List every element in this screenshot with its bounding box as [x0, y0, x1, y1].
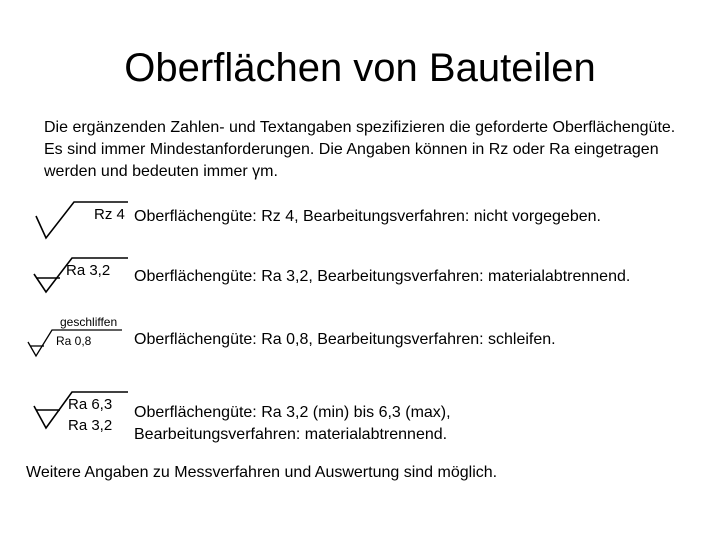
- row-3-description: Oberflächengüte: Ra 0,8, Bearbeitungsverfahren: schleifen.: [134, 331, 556, 348]
- row-2-description: Oberflächengüte: Ra 3,2, Bearbeitungsverfahren: materialabtrennend.: [134, 268, 631, 285]
- surface-symbol-rz4-icon: [28, 196, 132, 246]
- symbol-label-min: Ra 3,2: [68, 417, 113, 434]
- row-4-description-line-1: Oberflächengüte: Ra 3,2 (min) bis 6,3 (max),: [134, 404, 451, 421]
- symbol-process-label: geschliffen: [60, 315, 118, 329]
- footer-note: Weitere Angaben zu Messverfahren und Auswertung sind möglich.: [26, 464, 498, 481]
- surface-symbol-ground-icon: [22, 310, 128, 362]
- surface-symbol-range-icon: [28, 384, 132, 440]
- slide-title: Oberflächen von Bauteilen: [124, 46, 596, 90]
- symbol-label: Ra 3,2: [66, 262, 111, 279]
- symbol-label-max: Ra 6,3: [68, 396, 113, 413]
- symbol-label: Ra 0,8: [56, 334, 92, 348]
- row-4-description-line-2: Bearbeitungsverfahren: materialabtrennend.: [134, 426, 448, 443]
- intro-paragraph: Die ergänzenden Zahlen- und Textangaben spezifizieren die geforderte Oberflächengüte. Es sind immer Mindestanforderungen. Die Angaben können in Rz oder Ra eingetragen werden und bedeuten immer γm.: [44, 119, 676, 180]
- symbol-label: Rz 4: [94, 206, 125, 223]
- surface-symbol-ra32-icon: [28, 252, 132, 296]
- row-1-description: Oberflächengüte: Rz 4, Bearbeitungsverfahren: nicht vorgegeben.: [134, 208, 601, 225]
